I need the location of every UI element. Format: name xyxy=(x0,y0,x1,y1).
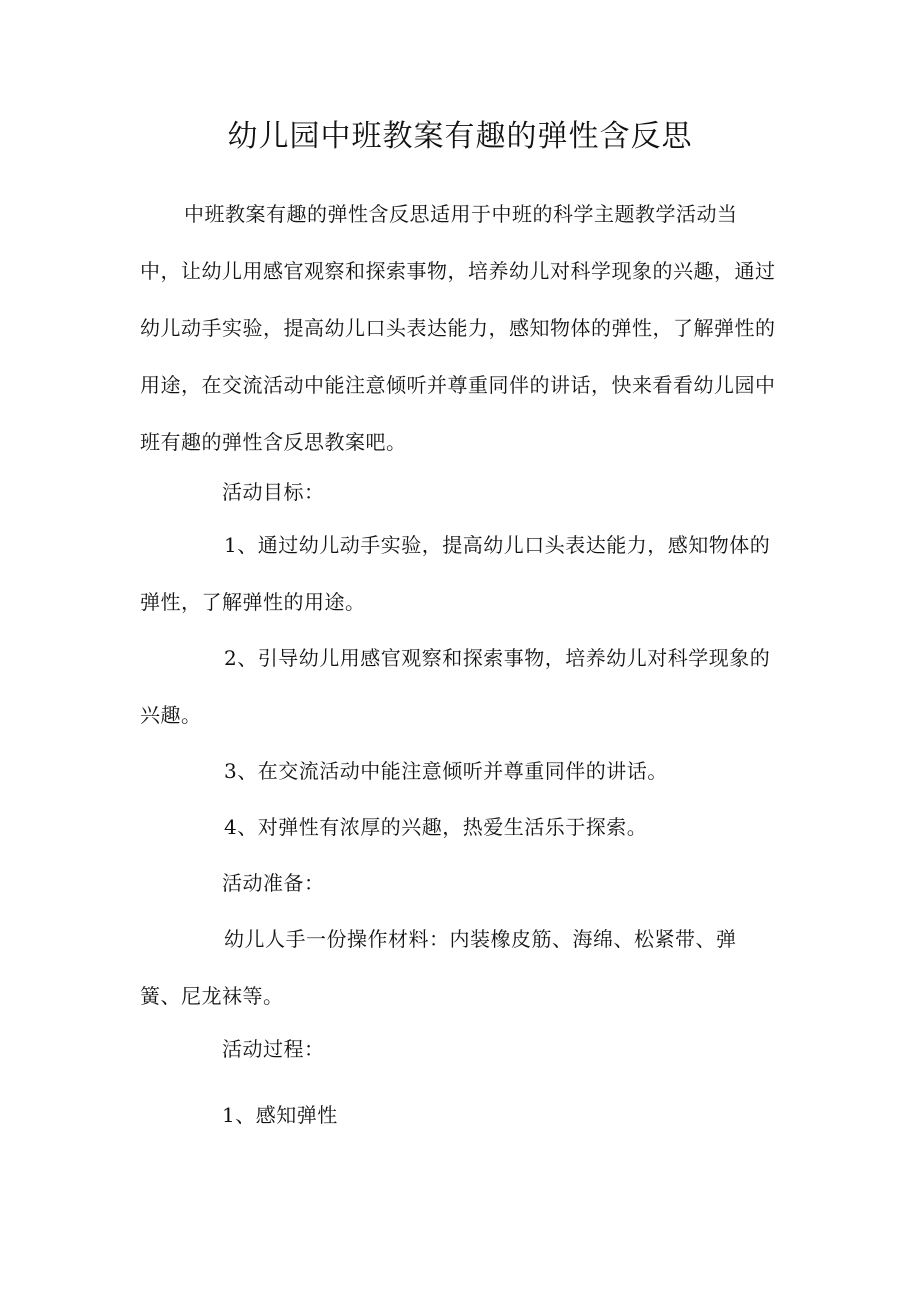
process-heading: 活动过程： xyxy=(222,1037,325,1061)
goal-item-1: 1、通过幼儿动手实验，提高幼儿口头表达能力，感知物体的弹性，了解弹性的用途。 xyxy=(140,533,771,614)
intro-paragraph: 中班教案有趣的弹性含反思适用于中班的科学主题教学活动当中，让幼儿用感官观察和探索事物，培养幼儿对科学现象的兴趣，通过幼儿动手实验，提高幼儿口头表达能力，感知物体的弹性，了解弹性的用途，在交流活动中能注意倾听并尊重同伴的讲话，快来看看幼儿园中班有趣的弹性含反思教案吧。 xyxy=(140,202,776,454)
prep-paragraph: 幼儿人手一份操作材料：内装橡皮筋、海绵、松紧带、弹簧、尼龙袜等。 xyxy=(140,927,737,1008)
goal-item-2: 2、引导幼儿用感官观察和探索事物，培养幼儿对科学现象的兴趣。 xyxy=(140,646,771,727)
goal-item-4: 4、对弹性有浓厚的兴趣，热爱生活乐于探索。 xyxy=(224,815,648,839)
goals-heading: 活动目标： xyxy=(222,480,325,504)
prep-heading: 活动准备： xyxy=(222,871,325,895)
document-title: 幼儿园中班教案有趣的弹性含反思 xyxy=(227,119,693,154)
process-step-1: 1、感知弹性 xyxy=(222,1103,338,1127)
goal-item-3: 3、在交流活动中能注意倾听并尊重同伴的讲话。 xyxy=(224,759,668,783)
